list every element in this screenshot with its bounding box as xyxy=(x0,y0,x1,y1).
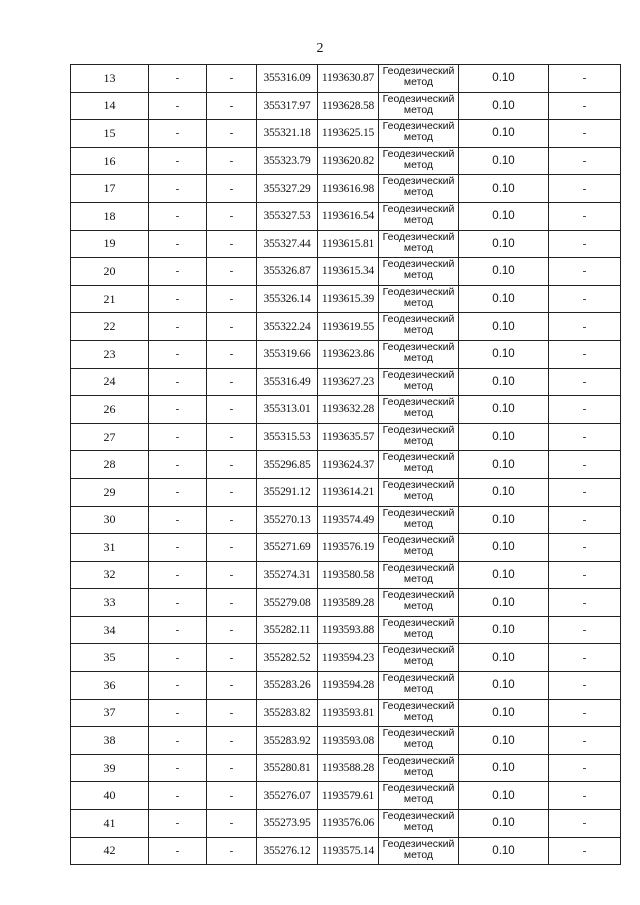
empty-value-cell: - xyxy=(549,589,621,617)
coord-x-cell: 355276.07 xyxy=(257,782,318,810)
empty-value-cell: - xyxy=(149,589,207,617)
empty-value-cell: - xyxy=(549,120,621,148)
point-number-cell: 33 xyxy=(71,589,149,617)
empty-value-cell: - xyxy=(207,451,257,479)
coord-y-cell: 1193615.39 xyxy=(318,285,379,313)
accuracy-cell: 0.10 xyxy=(459,285,549,313)
coord-y-cell: 1193593.88 xyxy=(318,616,379,644)
accuracy-cell: 0.10 xyxy=(459,65,549,93)
empty-value-cell: - xyxy=(149,423,207,451)
empty-value-cell: - xyxy=(549,368,621,396)
empty-value-cell: - xyxy=(149,699,207,727)
point-number-cell: 28 xyxy=(71,451,149,479)
coord-y-cell: 1193593.81 xyxy=(318,699,379,727)
point-number-cell: 37 xyxy=(71,699,149,727)
table-row xyxy=(71,120,621,148)
coord-y-cell: 1193574.49 xyxy=(318,506,379,534)
coord-x-cell: 355282.11 xyxy=(257,616,318,644)
coord-y-cell: 1193616.98 xyxy=(318,175,379,203)
coord-y-cell: 1193624.37 xyxy=(318,451,379,479)
point-number-cell: 35 xyxy=(71,644,149,672)
table-row xyxy=(71,451,621,479)
accuracy-cell: 0.10 xyxy=(459,810,549,838)
accuracy-cell: 0.10 xyxy=(459,202,549,230)
method-cell: Геодезический метод xyxy=(379,65,459,93)
empty-value-cell: - xyxy=(207,534,257,562)
empty-value-cell: - xyxy=(149,92,207,120)
method-cell: Геодезический метод xyxy=(379,506,459,534)
point-number-cell: 41 xyxy=(71,810,149,838)
method-cell: Геодезический метод xyxy=(379,782,459,810)
empty-value-cell: - xyxy=(149,506,207,534)
empty-value-cell: - xyxy=(549,340,621,368)
empty-value-cell: - xyxy=(207,313,257,341)
method-cell: Геодезический метод xyxy=(379,672,459,700)
coord-x-cell: 355283.82 xyxy=(257,699,318,727)
method-cell: Геодезический метод xyxy=(379,313,459,341)
coord-y-cell: 1193616.54 xyxy=(318,202,379,230)
method-cell: Геодезический метод xyxy=(379,616,459,644)
coord-x-cell: 355326.87 xyxy=(257,258,318,286)
empty-value-cell: - xyxy=(149,340,207,368)
coord-x-cell: 355280.81 xyxy=(257,754,318,782)
coord-x-cell: 355327.53 xyxy=(257,202,318,230)
point-number-cell: 18 xyxy=(71,202,149,230)
coord-y-cell: 1193623.86 xyxy=(318,340,379,368)
empty-value-cell: - xyxy=(207,810,257,838)
empty-value-cell: - xyxy=(207,396,257,424)
accuracy-cell: 0.10 xyxy=(459,230,549,258)
empty-value-cell: - xyxy=(149,561,207,589)
accuracy-cell: 0.10 xyxy=(459,313,549,341)
empty-value-cell: - xyxy=(207,230,257,258)
coord-y-cell: 1193576.06 xyxy=(318,810,379,838)
empty-value-cell: - xyxy=(549,782,621,810)
coord-x-cell: 355296.85 xyxy=(257,451,318,479)
empty-value-cell: - xyxy=(549,451,621,479)
empty-value-cell: - xyxy=(207,147,257,175)
empty-value-cell: - xyxy=(549,616,621,644)
point-number-cell: 15 xyxy=(71,120,149,148)
method-cell: Геодезический метод xyxy=(379,285,459,313)
table-row xyxy=(71,423,621,451)
empty-value-cell: - xyxy=(207,506,257,534)
coord-y-cell: 1193576.19 xyxy=(318,534,379,562)
point-number-cell: 32 xyxy=(71,561,149,589)
empty-value-cell: - xyxy=(149,147,207,175)
accuracy-cell: 0.10 xyxy=(459,368,549,396)
table-row xyxy=(71,313,621,341)
method-cell: Геодезический метод xyxy=(379,92,459,120)
coord-x-cell: 355323.79 xyxy=(257,147,318,175)
empty-value-cell: - xyxy=(207,120,257,148)
empty-value-cell: - xyxy=(207,672,257,700)
accuracy-cell: 0.10 xyxy=(459,672,549,700)
empty-value-cell: - xyxy=(549,478,621,506)
empty-value-cell: - xyxy=(207,368,257,396)
table-row xyxy=(71,699,621,727)
coord-y-cell: 1193625.15 xyxy=(318,120,379,148)
coord-x-cell: 355316.09 xyxy=(257,65,318,93)
table-row xyxy=(71,285,621,313)
empty-value-cell: - xyxy=(549,285,621,313)
accuracy-cell: 0.10 xyxy=(459,258,549,286)
method-cell: Геодезический метод xyxy=(379,423,459,451)
accuracy-cell: 0.10 xyxy=(459,340,549,368)
empty-value-cell: - xyxy=(549,423,621,451)
accuracy-cell: 0.10 xyxy=(459,92,549,120)
coord-y-cell: 1193619.55 xyxy=(318,313,379,341)
empty-value-cell: - xyxy=(549,92,621,120)
point-number-cell: 14 xyxy=(71,92,149,120)
empty-value-cell: - xyxy=(207,727,257,755)
point-number-cell: 21 xyxy=(71,285,149,313)
accuracy-cell: 0.10 xyxy=(459,561,549,589)
table-row xyxy=(71,368,621,396)
empty-value-cell: - xyxy=(549,672,621,700)
method-cell: Геодезический метод xyxy=(379,699,459,727)
point-number-cell: 13 xyxy=(71,65,149,93)
empty-value-cell: - xyxy=(549,396,621,424)
empty-value-cell: - xyxy=(549,258,621,286)
coord-y-cell: 1193632.28 xyxy=(318,396,379,424)
empty-value-cell: - xyxy=(549,313,621,341)
coord-y-cell: 1193630.87 xyxy=(318,65,379,93)
coord-y-cell: 1193588.28 xyxy=(318,754,379,782)
coord-y-cell: 1193589.28 xyxy=(318,589,379,617)
coord-x-cell: 355273.95 xyxy=(257,810,318,838)
accuracy-cell: 0.10 xyxy=(459,616,549,644)
point-number-cell: 26 xyxy=(71,396,149,424)
empty-value-cell: - xyxy=(549,506,621,534)
empty-value-cell: - xyxy=(549,561,621,589)
empty-value-cell: - xyxy=(207,699,257,727)
empty-value-cell: - xyxy=(149,396,207,424)
method-cell: Геодезический метод xyxy=(379,202,459,230)
table-row xyxy=(71,506,621,534)
accuracy-cell: 0.10 xyxy=(459,534,549,562)
coord-x-cell: 355327.29 xyxy=(257,175,318,203)
method-cell: Геодезический метод xyxy=(379,727,459,755)
accuracy-cell: 0.10 xyxy=(459,699,549,727)
empty-value-cell: - xyxy=(207,202,257,230)
empty-value-cell: - xyxy=(207,782,257,810)
point-number-cell: 31 xyxy=(71,534,149,562)
table-row xyxy=(71,396,621,424)
empty-value-cell: - xyxy=(149,313,207,341)
point-number-cell: 23 xyxy=(71,340,149,368)
table-row xyxy=(71,754,621,782)
coord-y-cell: 1193614.21 xyxy=(318,478,379,506)
empty-value-cell: - xyxy=(549,65,621,93)
coord-x-cell: 355276.12 xyxy=(257,837,318,865)
table-row xyxy=(71,340,621,368)
table-row xyxy=(71,147,621,175)
accuracy-cell: 0.10 xyxy=(459,396,549,424)
accuracy-cell: 0.10 xyxy=(459,837,549,865)
empty-value-cell: - xyxy=(549,699,621,727)
empty-value-cell: - xyxy=(207,478,257,506)
empty-value-cell: - xyxy=(149,754,207,782)
empty-value-cell: - xyxy=(207,616,257,644)
table-row xyxy=(71,534,621,562)
table-row xyxy=(71,561,621,589)
empty-value-cell: - xyxy=(149,202,207,230)
table-row xyxy=(71,202,621,230)
coord-y-cell: 1193615.34 xyxy=(318,258,379,286)
empty-value-cell: - xyxy=(149,672,207,700)
coord-y-cell: 1193580.58 xyxy=(318,561,379,589)
table-row xyxy=(71,230,621,258)
empty-value-cell: - xyxy=(549,837,621,865)
point-number-cell: 34 xyxy=(71,616,149,644)
empty-value-cell: - xyxy=(207,837,257,865)
point-number-cell: 29 xyxy=(71,478,149,506)
method-cell: Геодезический метод xyxy=(379,810,459,838)
accuracy-cell: 0.10 xyxy=(459,727,549,755)
accuracy-cell: 0.10 xyxy=(459,782,549,810)
table-row xyxy=(71,810,621,838)
accuracy-cell: 0.10 xyxy=(459,451,549,479)
page-number: 2 xyxy=(316,41,324,56)
empty-value-cell: - xyxy=(207,644,257,672)
coord-x-cell: 355282.52 xyxy=(257,644,318,672)
table-row xyxy=(71,175,621,203)
coord-y-cell: 1193579.61 xyxy=(318,782,379,810)
coord-y-cell: 1193627.23 xyxy=(318,368,379,396)
empty-value-cell: - xyxy=(149,782,207,810)
method-cell: Геодезический метод xyxy=(379,258,459,286)
method-cell: Геодезический метод xyxy=(379,644,459,672)
coord-x-cell: 355291.12 xyxy=(257,478,318,506)
table-row xyxy=(71,92,621,120)
point-number-cell: 40 xyxy=(71,782,149,810)
coord-y-cell: 1193615.81 xyxy=(318,230,379,258)
coord-y-cell: 1193628.58 xyxy=(318,92,379,120)
empty-value-cell: - xyxy=(207,65,257,93)
coord-x-cell: 355270.13 xyxy=(257,506,318,534)
table-row xyxy=(71,616,621,644)
accuracy-cell: 0.10 xyxy=(459,423,549,451)
method-cell: Геодезический метод xyxy=(379,534,459,562)
table-row xyxy=(71,258,621,286)
table-row xyxy=(71,837,621,865)
accuracy-cell: 0.10 xyxy=(459,754,549,782)
point-number-cell: 17 xyxy=(71,175,149,203)
method-cell: Геодезический метод xyxy=(379,561,459,589)
coord-x-cell: 355316.49 xyxy=(257,368,318,396)
point-number-cell: 20 xyxy=(71,258,149,286)
coord-x-cell: 355313.01 xyxy=(257,396,318,424)
empty-value-cell: - xyxy=(149,478,207,506)
coord-x-cell: 355319.66 xyxy=(257,340,318,368)
method-cell: Геодезический метод xyxy=(379,120,459,148)
table-row xyxy=(71,65,621,93)
empty-value-cell: - xyxy=(207,340,257,368)
point-number-cell: 16 xyxy=(71,147,149,175)
empty-value-cell: - xyxy=(549,202,621,230)
point-number-cell: 22 xyxy=(71,313,149,341)
empty-value-cell: - xyxy=(549,644,621,672)
point-number-cell: 30 xyxy=(71,506,149,534)
accuracy-cell: 0.10 xyxy=(459,147,549,175)
table-row xyxy=(71,644,621,672)
method-cell: Геодезический метод xyxy=(379,396,459,424)
accuracy-cell: 0.10 xyxy=(459,120,549,148)
empty-value-cell: - xyxy=(549,534,621,562)
table-row xyxy=(71,727,621,755)
coord-y-cell: 1193575.14 xyxy=(318,837,379,865)
point-number-cell: 38 xyxy=(71,727,149,755)
method-cell: Геодезический метод xyxy=(379,175,459,203)
empty-value-cell: - xyxy=(549,727,621,755)
empty-value-cell: - xyxy=(207,258,257,286)
empty-value-cell: - xyxy=(149,65,207,93)
coord-y-cell: 1193594.23 xyxy=(318,644,379,672)
empty-value-cell: - xyxy=(549,147,621,175)
empty-value-cell: - xyxy=(149,451,207,479)
empty-value-cell: - xyxy=(149,175,207,203)
coord-x-cell: 355274.31 xyxy=(257,561,318,589)
coordinates-table xyxy=(70,64,621,865)
point-number-cell: 36 xyxy=(71,672,149,700)
method-cell: Геодезический метод xyxy=(379,230,459,258)
empty-value-cell: - xyxy=(149,810,207,838)
empty-value-cell: - xyxy=(207,92,257,120)
empty-value-cell: - xyxy=(149,534,207,562)
point-number-cell: 42 xyxy=(71,837,149,865)
coord-x-cell: 355271.69 xyxy=(257,534,318,562)
empty-value-cell: - xyxy=(149,120,207,148)
empty-value-cell: - xyxy=(207,175,257,203)
method-cell: Геодезический метод xyxy=(379,837,459,865)
method-cell: Геодезический метод xyxy=(379,478,459,506)
accuracy-cell: 0.10 xyxy=(459,589,549,617)
method-cell: Геодезический метод xyxy=(379,451,459,479)
empty-value-cell: - xyxy=(149,285,207,313)
point-number-cell: 27 xyxy=(71,423,149,451)
accuracy-cell: 0.10 xyxy=(459,506,549,534)
point-number-cell: 19 xyxy=(71,230,149,258)
coord-x-cell: 355279.08 xyxy=(257,589,318,617)
method-cell: Геодезический метод xyxy=(379,340,459,368)
method-cell: Геодезический метод xyxy=(379,589,459,617)
coord-x-cell: 355317.97 xyxy=(257,92,318,120)
empty-value-cell: - xyxy=(207,589,257,617)
empty-value-cell: - xyxy=(149,644,207,672)
method-cell: Геодезический метод xyxy=(379,368,459,396)
empty-value-cell: - xyxy=(207,423,257,451)
table-row xyxy=(71,782,621,810)
empty-value-cell: - xyxy=(549,175,621,203)
coord-x-cell: 355283.92 xyxy=(257,727,318,755)
coord-x-cell: 355315.53 xyxy=(257,423,318,451)
table-row xyxy=(71,589,621,617)
coord-y-cell: 1193635.57 xyxy=(318,423,379,451)
empty-value-cell: - xyxy=(207,285,257,313)
empty-value-cell: - xyxy=(149,727,207,755)
empty-value-cell: - xyxy=(149,837,207,865)
empty-value-cell: - xyxy=(149,368,207,396)
empty-value-cell: - xyxy=(149,616,207,644)
accuracy-cell: 0.10 xyxy=(459,175,549,203)
coord-y-cell: 1193593.08 xyxy=(318,727,379,755)
empty-value-cell: - xyxy=(149,258,207,286)
method-cell: Геодезический метод xyxy=(379,147,459,175)
coord-x-cell: 355321.18 xyxy=(257,120,318,148)
accuracy-cell: 0.10 xyxy=(459,644,549,672)
empty-value-cell: - xyxy=(549,810,621,838)
coord-x-cell: 355327.44 xyxy=(257,230,318,258)
table-body xyxy=(71,65,621,865)
coord-y-cell: 1193620.82 xyxy=(318,147,379,175)
empty-value-cell: - xyxy=(549,230,621,258)
accuracy-cell: 0.10 xyxy=(459,478,549,506)
point-number-cell: 39 xyxy=(71,754,149,782)
empty-value-cell: - xyxy=(207,561,257,589)
empty-value-cell: - xyxy=(207,754,257,782)
table-row xyxy=(71,478,621,506)
empty-value-cell: - xyxy=(149,230,207,258)
coord-x-cell: 355326.14 xyxy=(257,285,318,313)
empty-value-cell: - xyxy=(549,754,621,782)
coord-y-cell: 1193594.28 xyxy=(318,672,379,700)
coord-x-cell: 355322.24 xyxy=(257,313,318,341)
table-row xyxy=(71,672,621,700)
coord-x-cell: 355283.26 xyxy=(257,672,318,700)
method-cell: Геодезический метод xyxy=(379,754,459,782)
point-number-cell: 24 xyxy=(71,368,149,396)
